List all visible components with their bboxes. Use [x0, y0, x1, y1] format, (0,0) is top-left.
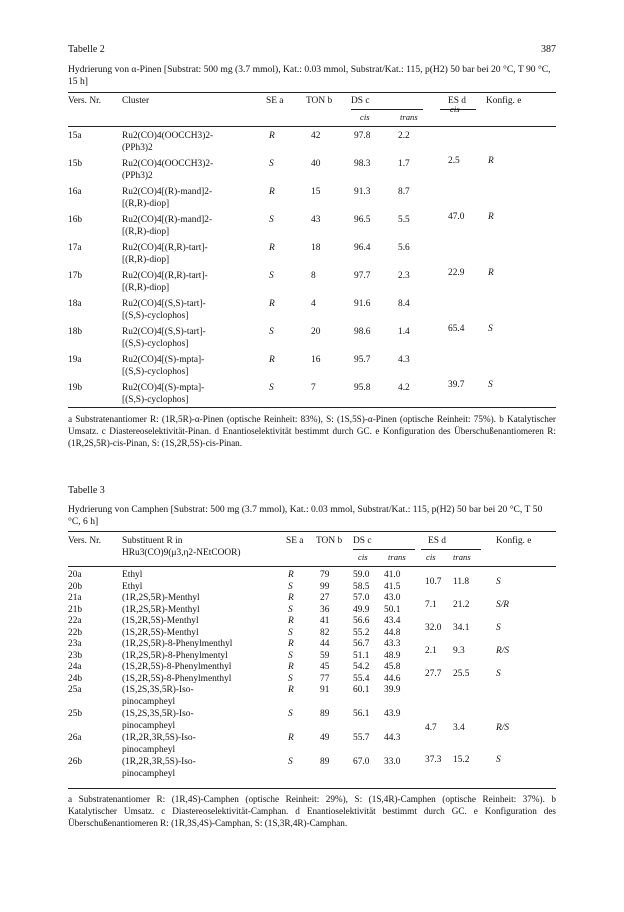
t2-cell-cluster: Ru2(CO)4[(S)-mpta]- [122, 355, 205, 365]
t2-cell-nr: 19a [68, 355, 82, 365]
t3-cell-substituent: (1R,2R,3R,5S)-Iso- [122, 757, 196, 767]
table2-caption: Hydrierung von α-Pinen [Substrat: 500 mg (3.7 mmol), Kat.: 0.03 mmol, Substrat/Kat.: 115, p(H2) 50 bar bei 20 °C, T 90 °C, 15 h] [68, 64, 551, 87]
t3-cell-nr: 23b [68, 650, 83, 661]
t2-cell-ton: 16 [311, 355, 321, 365]
t2-cell-cluster: Ru2(CO)4[(R,R)-tart]- [122, 271, 208, 281]
t3-col-es: ES d [428, 536, 446, 546]
t3-cell-ds-cis: 58.5 [353, 581, 370, 592]
t3-col-ds: DS c [353, 536, 372, 546]
t2-cell-cluster-cont: [(R,R)-diop] [122, 198, 170, 209]
t3-col-ton: TON b [316, 536, 343, 546]
t3-cell-ds-cis: 49.9 [353, 604, 370, 615]
t2-cell-nr: 15a [68, 131, 82, 141]
t3-col-es-trans: trans [453, 552, 471, 562]
t3-cell-es-cis: 27.7 [425, 668, 442, 679]
t2-cell-ds-trans: 5.6 [398, 243, 410, 253]
t3-cell-ton: 49 [320, 733, 330, 743]
t3-cell-nr: 24a [68, 662, 82, 672]
t3-cell-konfig: R/S [496, 722, 510, 733]
t3-ds-rule [353, 549, 415, 550]
t2-cell-cluster: Ru2(CO)4[(S)-mpta]- [122, 383, 205, 393]
t2-cell-ds-trans: 2.3 [398, 271, 410, 281]
t2-cell-ds-trans: 5.5 [398, 215, 410, 225]
t2-cell-ds-cis: 96.5 [354, 215, 371, 225]
t3-cell-nr: 25a [68, 685, 82, 695]
t3-cell-ton: 45 [320, 662, 330, 672]
t3-cell-substituent-cont: pinocampheyl [122, 744, 176, 755]
t3-cell-es-trans: 11.8 [453, 576, 470, 587]
t3-cell-es-trans: 34.1 [453, 622, 470, 633]
t3-cell-se: S [288, 650, 293, 661]
t3-cell-nr: 26b [68, 757, 83, 767]
t3-cell-substituent: Ethyl [122, 581, 143, 592]
t3-cell-nr: 22a [68, 616, 82, 626]
t2-col-trans: trans [400, 112, 418, 122]
t3-cell-substituent-cont: pinocampheyl [122, 720, 176, 731]
t2-cell-se: S [269, 215, 274, 225]
t3-cell-konfig: S/R [496, 599, 510, 610]
t3-cell-ton: 89 [320, 757, 330, 767]
t2-cell-ds-cis: 98.6 [354, 327, 371, 337]
t3-cell-ton: 99 [320, 581, 330, 592]
t2-cell-es: 47.0 [448, 212, 465, 222]
t3-cell-ds-cis: 59.0 [353, 570, 370, 580]
t2-cell-konfig: R [488, 156, 494, 166]
table2-title: Tabelle 2 [68, 44, 105, 55]
t3-cell-nr: 21a [68, 593, 82, 603]
t3-cell-konfig: S [496, 755, 501, 765]
t3-cell-ds-trans: 44.6 [384, 673, 401, 684]
t2-cell-ton: 42 [311, 131, 321, 141]
t2-cell-es: 2.5 [448, 156, 460, 166]
t3-cell-substituent: Ethyl [122, 570, 143, 580]
t2-col-es-cis: cis [450, 104, 460, 114]
t2-cell-konfig: R [488, 268, 494, 278]
t2-cell-cluster-cont: [(R,R)-diop] [122, 226, 170, 237]
t2-cell-es: 65.4 [448, 324, 465, 334]
t2-cell-nr: 17b [68, 271, 83, 281]
t2-cell-konfig: S [488, 380, 493, 390]
t3-cell-ds-trans: 45.8 [384, 662, 401, 672]
t2-col-es: ES d [448, 96, 466, 106]
page-number: 387 [541, 44, 556, 55]
t2-cell-nr: 17a [68, 243, 82, 253]
t2-cell-es: 22.9 [448, 268, 465, 278]
t3-cell-substituent: (1S,2R,5S)-8-Phenylmenthyl [122, 673, 232, 684]
t3-cell-se: S [288, 673, 293, 684]
t3-cell-se: S [288, 627, 293, 638]
t3-es-rule [421, 549, 481, 550]
t2-cell-nr: 15b [68, 159, 83, 169]
t3-col-es-cis: cis [426, 552, 436, 562]
t3-cell-es-cis: 32.0 [425, 622, 442, 633]
t3-cell-substituent: (1R,2S,5R)-8-Phenylmentyl [122, 650, 228, 661]
t3-cell-ds-trans: 44.8 [384, 627, 401, 638]
table3-header-rule [68, 566, 556, 567]
t3-cell-es-cis: 4.7 [425, 722, 437, 733]
t3-col-se: SE a [286, 536, 304, 546]
t3-col-ds-cis: cis [358, 552, 368, 562]
t2-col-se: SE a [266, 96, 284, 106]
t2-cell-se: R [269, 131, 275, 141]
t2-cell-konfig: R [488, 212, 494, 222]
t2-cell-ds-trans: 2.2 [398, 131, 410, 141]
t2-col-cis: cis [360, 112, 370, 122]
t2-cell-es: 39.7 [448, 380, 465, 390]
t3-cell-es-cis: 7.1 [425, 599, 437, 610]
t2-cell-nr: 16b [68, 215, 83, 225]
t3-cell-ds-cis: 55.7 [353, 733, 370, 743]
t3-cell-substituent: (1S,2R,5S)-Menthyl [122, 616, 199, 626]
t2-cell-cluster-cont: (PPh3)2 [122, 170, 153, 181]
t3-cell-ds-cis: 57.0 [353, 593, 370, 603]
t3-cell-substituent: (1S,2S,3S,5R)-Iso- [122, 709, 194, 719]
t3-cell-ds-trans: 41.0 [384, 570, 401, 580]
t2-col-ds: DS c [351, 96, 370, 106]
t2-cell-ton: 8 [311, 271, 316, 281]
t3-cell-es-cis: 37.3 [425, 755, 442, 765]
t3-cell-ton: 44 [320, 639, 330, 649]
t3-cell-substituent: (1R,2S,5R)-Menthyl [122, 593, 200, 603]
t2-cell-cluster: Ru2(CO)4[(R,R)-tart]- [122, 243, 208, 253]
t3-cell-konfig: S [496, 622, 501, 633]
t3-cell-ds-cis: 67.0 [353, 757, 370, 767]
t3-cell-ds-trans: 33.0 [384, 757, 401, 767]
t2-col-konfig: Konfig. e [486, 96, 522, 106]
t3-cell-substituent-cont: pinocampheyl [122, 768, 176, 779]
t3-cell-ds-cis: 55.4 [353, 673, 370, 684]
table2-bottom-rule [68, 407, 556, 408]
t2-cell-cluster-cont: (PPh3)2 [122, 142, 153, 153]
t2-cell-cluster: Ru2(CO)4(OOCCH3)2- [122, 131, 214, 141]
t3-cell-es-cis: 2.1 [425, 645, 437, 656]
t2-cell-se: R [269, 355, 275, 365]
t3-cell-ds-trans: 39.9 [384, 685, 401, 695]
t3-cell-ton: 36 [320, 604, 330, 615]
t2-cell-ton: 4 [311, 299, 316, 309]
t3-cell-nr: 25b [68, 709, 83, 719]
t2-cell-ds-cis: 95.8 [354, 383, 371, 393]
t3-cell-nr: 26a [68, 733, 82, 743]
t3-cell-substituent: (1R,2R,3R,5S)-Iso- [122, 733, 196, 743]
t3-col-ds-trans: trans [388, 552, 406, 562]
t3-cell-ton: 27 [320, 593, 330, 603]
t3-cell-ton: 89 [320, 709, 330, 719]
t2-cell-ton: 15 [311, 187, 321, 197]
t3-cell-substituent: (1S,2S,3S,5R)-Iso- [122, 685, 194, 695]
table2-top-rule [68, 92, 556, 93]
t3-cell-ds-trans: 43.3 [384, 639, 401, 649]
t3-cell-substituent-cont: pinocampheyl [122, 696, 176, 707]
t3-cell-substituent: (1S,2R,5S)-Menthyl [122, 627, 199, 638]
t2-cell-cluster-cont: [(S,S)-cyclophos] [122, 366, 189, 377]
t3-cell-es-trans: 15.2 [453, 755, 470, 765]
table3-top-rule [68, 531, 556, 532]
t2-cell-ds-cis: 91.6 [354, 299, 371, 309]
t2-cell-ds-cis: 95.7 [354, 355, 371, 365]
table3-title: Tabelle 3 [68, 485, 105, 496]
t3-cell-se: S [288, 757, 293, 767]
t3-cell-konfig: S [496, 668, 501, 679]
t3-cell-es-trans: 3.4 [453, 722, 465, 733]
t3-cell-konfig: S [496, 576, 501, 587]
t3-cell-nr: 22b [68, 627, 83, 638]
t3-cell-ton: 91 [320, 685, 330, 695]
t2-cell-cluster: Ru2(CO)4(OOCCH3)2- [122, 159, 214, 169]
t2-cell-ds-cis: 97.8 [354, 131, 371, 141]
t2-cell-ton: 20 [311, 327, 321, 337]
t2-cell-nr: 18a [68, 299, 82, 309]
t3-col-sub1: Substituent R in [122, 536, 183, 546]
t3-col-konfig: Konfig. e [496, 536, 532, 546]
t2-cell-ds-cis: 97.7 [354, 271, 371, 281]
t2-cell-ds-cis: 91.3 [354, 187, 371, 197]
t3-cell-ds-trans: 44.3 [384, 733, 401, 743]
t2-cell-cluster: Ru2(CO)4[(S,S)-tart]- [122, 327, 206, 337]
t3-cell-nr: 24b [68, 673, 83, 684]
t2-cell-cluster-cont: [(R,R)-diop] [122, 254, 170, 265]
t3-cell-ds-trans: 48.9 [384, 650, 401, 661]
t2-cell-konfig: S [488, 324, 493, 334]
t3-cell-ds-trans: 41.5 [384, 581, 401, 592]
t3-cell-nr: 23a [68, 639, 82, 649]
table2-footnote: a Substratenantiomer R: (1R,5R)-α-Pinen (optische Reinheit: 83%), S: (1S,5S)-α-Pinen (optische Reinheit: 75%). b Katalytischer Umsatz. c Diastereoselektivität-Pinan. d Enantioselektivität bestimmt durch GC. e Konfiguration des Überschußenantiomeren R: (1R,2S,5R)-cis-Pinan, S: (1S,2R,5S)-cis-Pinan. [68, 414, 556, 448]
t2-col-nr: Vers. Nr. [68, 96, 102, 106]
t3-cell-se: R [288, 639, 294, 649]
t3-cell-substituent: (1R,2S,5R)-8-Phenylmenthyl [122, 639, 233, 649]
t2-cell-se: R [269, 243, 275, 253]
t2-col-cluster: Cluster [122, 96, 150, 106]
t3-cell-ds-cis: 56.7 [353, 639, 370, 649]
t2-cell-ds-cis: 98.3 [354, 159, 371, 169]
t2-cell-nr: 18b [68, 327, 83, 337]
t2-cell-se: S [269, 271, 274, 281]
t3-cell-se: R [288, 662, 294, 672]
t3-cell-ds-cis: 54.2 [353, 662, 370, 672]
t3-cell-nr: 21b [68, 604, 83, 615]
t3-cell-se: R [288, 685, 294, 695]
t3-cell-ds-trans: 43.0 [384, 593, 401, 603]
t2-cell-se: S [269, 383, 274, 393]
t2-cell-ton: 43 [311, 215, 321, 225]
t2-cell-ds-trans: 8.7 [398, 187, 410, 197]
table3-footnote: a Substratenantiomer R: (1R,4S)-Camphen (optische Reinheit: 29%), S: (1S,4R)-Camphen (optische Reinheit: 37%). b Katalytischer Umsatz. c Diastereoselektivität-Camphan. d Enantioselektivität bestimmt durch GC. e Konfiguration des Überschußenantiomeren R: (1R,3S,4S)-Camphan, S: (1S,3R,4R)-Camphan. [68, 794, 556, 828]
t2-cell-cluster: Ru2(CO)4[(S,S)-tart]- [122, 299, 206, 309]
t3-col-sub2: HRu3(CO)9(μ3,η2-NEtCOOR) [122, 548, 241, 558]
t3-cell-konfig: R/S [496, 645, 510, 656]
t2-col-ton: TON b [306, 96, 333, 106]
t3-cell-ton: 41 [320, 616, 330, 626]
t3-cell-se: S [288, 581, 293, 592]
t2-cell-nr: 19b [68, 383, 83, 393]
t2-cell-ds-trans: 1.7 [398, 159, 410, 169]
t3-cell-es-trans: 9.3 [453, 645, 465, 656]
t3-cell-nr: 20a [68, 570, 82, 580]
t3-cell-es-trans: 21.2 [453, 599, 470, 610]
t3-cell-ds-cis: 56.6 [353, 616, 370, 626]
t3-cell-se: R [288, 570, 294, 580]
t2-cell-cluster-cont: [(S,S)-cyclophos] [122, 394, 189, 405]
t3-cell-nr: 20b [68, 581, 83, 592]
t3-cell-se: R [288, 593, 294, 603]
table2-header-rule [68, 126, 556, 127]
t3-cell-ds-cis: 60.1 [353, 685, 370, 695]
t2-cell-ton: 7 [311, 383, 316, 393]
t3-cell-ton: 59 [320, 650, 330, 661]
t2-cell-ds-trans: 1.4 [398, 327, 410, 337]
t2-cell-ton: 18 [311, 243, 321, 253]
t3-cell-se: S [288, 604, 293, 615]
t3-cell-ds-trans: 50.1 [384, 604, 401, 615]
t2-cell-cluster: Ru2(CO)4[(R)-mand]2- [122, 187, 213, 197]
t2-cell-cluster-cont: [(S,S)-cyclophos] [122, 338, 189, 349]
t2-cell-ds-trans: 4.3 [398, 355, 410, 365]
t3-cell-substituent: (1S,2R,5S)-8-Phenylmenthyl [122, 662, 232, 672]
t2-cell-se: S [269, 327, 274, 337]
t2-cell-ds-cis: 96.4 [354, 243, 371, 253]
t2-cell-nr: 16a [68, 187, 82, 197]
t2-cell-ds-trans: 8.4 [398, 299, 410, 309]
t3-cell-ton: 79 [320, 570, 330, 580]
t2-cell-cluster: Ru2(CO)4[(R)-mand]2- [122, 215, 213, 225]
table3-caption: Hydrierung von Camphen [Substrat: 500 mg (3.7 mmol), Kat.: 0.03 mmol, Substrat/Kat.: 115, p(H2) 50 bar bei 20 °C, T 50 °C, 6 h] [68, 504, 543, 527]
t2-cell-cluster-cont: [(S,S)-cyclophos] [122, 310, 189, 321]
t3-cell-ds-trans: 43.9 [384, 709, 401, 719]
t3-cell-se: R [288, 616, 294, 626]
t3-cell-es-trans: 25.5 [453, 668, 470, 679]
t3-cell-ds-cis: 56.1 [353, 709, 370, 719]
t3-cell-se: S [288, 709, 293, 719]
t3-cell-substituent: (1R,2S,5R)-Menthyl [122, 604, 200, 615]
t2-ds-rule [351, 109, 423, 110]
t3-cell-ton: 82 [320, 627, 330, 638]
t3-col-nr: Vers. Nr. [68, 536, 102, 546]
t3-cell-ds-trans: 43.4 [384, 616, 401, 626]
t2-cell-ds-trans: 4.2 [398, 383, 410, 393]
t3-cell-ton: 77 [320, 673, 330, 684]
t3-cell-ds-cis: 55.2 [353, 627, 370, 638]
t2-cell-se: R [269, 187, 275, 197]
t2-cell-se: R [269, 299, 275, 309]
table3-bottom-rule [68, 788, 556, 789]
t3-cell-se: R [288, 733, 294, 743]
t2-cell-se: S [269, 159, 274, 169]
t3-cell-es-cis: 10.7 [425, 576, 442, 587]
t3-cell-ds-cis: 51.1 [353, 650, 370, 661]
t2-cell-cluster-cont: [(R,R)-diop] [122, 282, 170, 293]
t2-cell-ton: 40 [311, 159, 321, 169]
